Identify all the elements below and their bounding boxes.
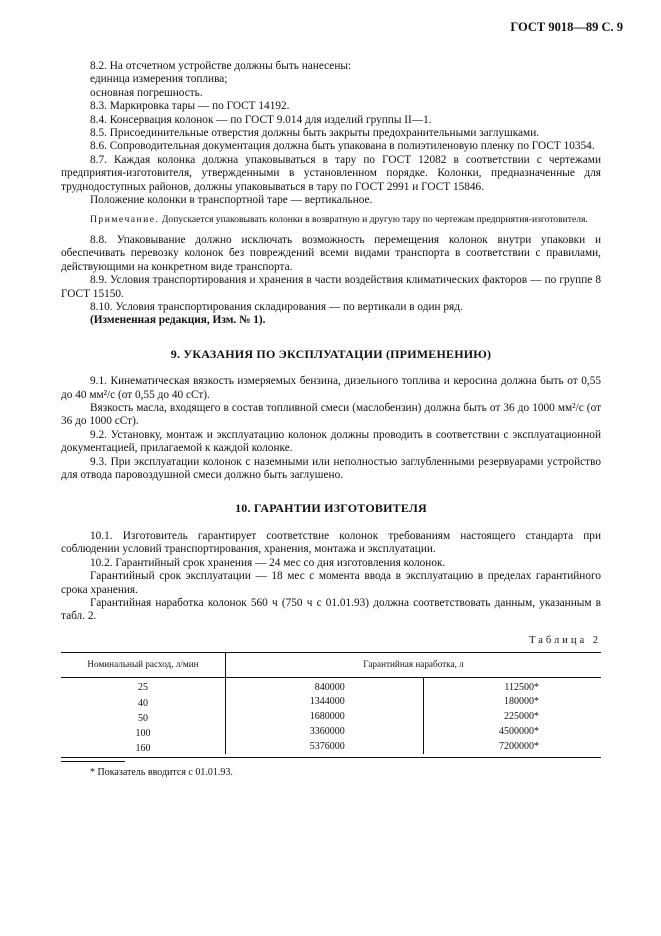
table-cell-warranty-b: 7200000* <box>499 741 539 753</box>
table-row <box>61 709 601 724</box>
clause-8-8: 8.8. Упаковывание должно исключать возможность перемещения колонок внутри упаковки и обеспечивать перевозку колонок без повреждений всеми видами транспорта в соответствии с правилами, действующими на конкретном виде транспорта. <box>61 233 601 273</box>
table-cell-warranty-a: 840000 <box>226 678 424 694</box>
section-9-title: 9. УКАЗАНИЯ ПО ЭКСПЛУАТАЦИИ (ПРИМЕНЕНИЮ) <box>170 346 492 361</box>
clause-10-2-operation: Гарантийный срок эксплуатации — 18 мес с момента ввода в эксплуатацию в пределах гарантийного срока хранения. <box>61 570 601 596</box>
table-cell-warranty-a: 3360000 <box>226 724 424 739</box>
table-cell-rate: 100 <box>61 724 226 739</box>
note-text: Допускается упаковывать колонки в возвратную и другую тару по чертежам предприятия-изготовителя. <box>159 214 588 226</box>
table-cell-warranty-b: 225000* <box>504 710 539 722</box>
clause-8-2-item-1: единица измерения топлива; <box>90 73 228 86</box>
table-cell-warranty-b: 180000* <box>504 695 539 707</box>
clause-8-10: 8.10. Условия транспортирования складирования — по вертикали в один ряд. <box>90 301 463 313</box>
clause-8-6: 8.6. Сопроводительная документация должна быть упакована в полиэтиленовую пленку по ГОСТ 10354. <box>90 140 595 153</box>
clause-8-9: 8.9. Условия транспортирования и хранения в части воздействия климатических факторов — по группе 8 ГОСТ 15150. <box>61 274 601 300</box>
clause-8-3: 8.3. Маркировка тары — по ГОСТ 14192. <box>90 100 290 113</box>
footnote-divider <box>61 761 125 762</box>
table-cell-rate: 25 <box>61 678 226 694</box>
clause-8-2-item-2: основная погрешность. <box>90 86 203 99</box>
warranty-table <box>61 652 601 754</box>
table-cell-warranty-a: 1680000 <box>226 709 424 724</box>
table-cell-warranty-a: 5376000 <box>226 739 424 754</box>
table-header-rate: Номинальный расход, л/мин <box>61 653 226 678</box>
clause-9-3: 9.3. При эксплуатации колонок с наземными или неполностью заглубленными резервуарами устройство для отвода паровоздушной смеси должно быть заглушено. <box>61 455 601 482</box>
table-cell-rate: 40 <box>61 694 226 709</box>
clause-8-5: 8.5. Присоединительные отверстия должны быть закрыты предохранительными заглушками. <box>90 127 540 140</box>
clause-9-1: 9.1. Кинематическая вязкость измеряемых бензина, дизельного топлива и керосина должна быть от 0,55 до 40 мм²/с (от 0,55 до 40 сСт). <box>61 375 601 401</box>
clause-9-2: 9.2. Установку, монтаж и эксплуатацию колонок должны проводить в соответствии с эксплуатационной документацией, прилагаемой к каждой колонке. <box>61 428 601 455</box>
clause-8-2: 8.2. На отсчетном устройстве должны быть нанесены: <box>90 60 352 72</box>
revision-note: (Измененная редакция, Изм. № 1). <box>90 314 266 327</box>
table-cell-warranty-a: 1344000 <box>226 694 424 709</box>
clause-10-2-hours: Гарантийная наработка колонок 560 ч (750 ч с 01.01.93) должна соответствовать данным, указанным в табл. 2. <box>61 596 601 623</box>
table-cell-rate: 50 <box>61 709 226 724</box>
note-label: Примечание. <box>90 214 160 226</box>
table-bottom-rule <box>61 754 601 758</box>
table-header-warranty: Гарантийная наработка, л <box>226 653 602 678</box>
footnote: * Показатель вводится с 01.01.93. <box>90 767 233 779</box>
table-body <box>61 678 601 755</box>
clause-10-1: 10.1. Изготовитель гарантирует соответствие колонок требованиям настоящего стандарта при соблюдении условий транспортирования, хранения, монтажа и эксплуатации. <box>61 529 601 556</box>
clause-8-4: 8.4. Консервация колонок — по ГОСТ 9.014 для изделий группы II—1. <box>90 113 432 126</box>
document-body <box>61 60 601 780</box>
table-cell-warranty-b: 112500* <box>504 682 539 694</box>
table-cell-rate: 160 <box>61 739 226 754</box>
table-row <box>61 739 601 754</box>
note <box>61 214 601 227</box>
clause-8-7-position: Положение колонки в транспортной таре — вертикальное. <box>90 194 373 207</box>
table-row <box>61 678 601 694</box>
page-header: ГОСТ 9018—89 С. 9 <box>510 20 623 34</box>
table-cell-warranty-b: 4500000* <box>499 725 539 737</box>
table-row <box>61 694 601 709</box>
table-caption: Таблица 2 <box>529 634 601 646</box>
table-row <box>61 724 601 739</box>
clause-10-2: 10.2. Гарантийный срок хранения — 24 мес со дня изготовления колонок. <box>90 556 446 569</box>
clause-8-7: 8.7. Каждая колонка должна упаковываться в тару по ГОСТ 12082 в соответствии с чертежами предприятия-изготовителя, утвержденными в установленном порядке. Колонки, предназначенные для труднодоступных районов, должны упаковываться в тару по ГОСТ 2991 и ГОСТ 15846. <box>61 153 601 193</box>
clause-9-1-oil: Вязкость масла, входящего в состав топливной смеси (маслобензин) должна быть от 36 до 1000 мм²/с (от 36 до 1000 сСт). <box>61 402 601 428</box>
section-10-title: 10. ГАРАНТИИ ИЗГОТОВИТЕЛЯ <box>235 501 427 516</box>
